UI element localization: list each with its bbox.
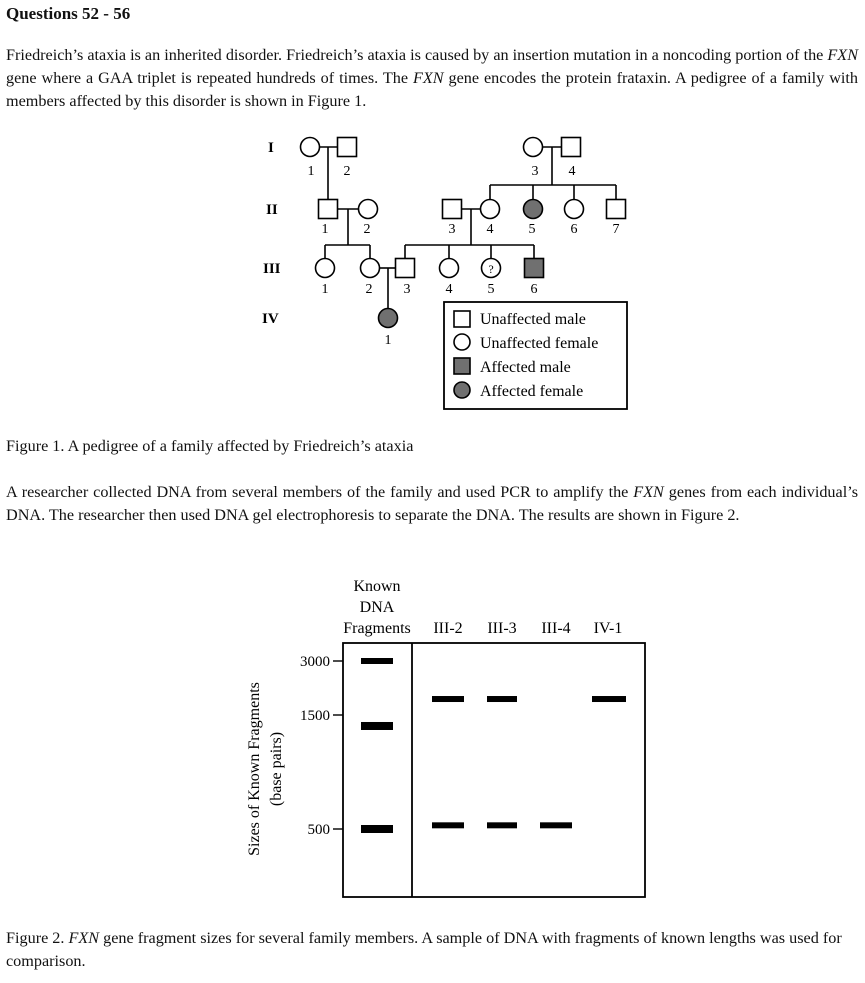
gel-band bbox=[361, 722, 393, 730]
individual-number: 3 bbox=[448, 222, 456, 237]
y-tick-label: 500 bbox=[307, 822, 330, 838]
gene-name: FXN bbox=[68, 929, 100, 947]
unknown-status-mark: ? bbox=[488, 262, 494, 276]
gel-band bbox=[432, 822, 464, 828]
gene-name: FXN bbox=[633, 483, 664, 501]
generation-label: III bbox=[263, 261, 281, 277]
marker-header: Known bbox=[353, 578, 401, 595]
y-axis-label: Sizes of Known Fragments bbox=[246, 682, 263, 856]
legend-label: Unaffected male bbox=[480, 311, 586, 328]
method-text-1: A researcher collected DNA from several members of the family and used PCR to amplify the bbox=[6, 483, 634, 501]
y-tick-label: 1500 bbox=[300, 708, 330, 724]
individual-number: 3 bbox=[531, 164, 539, 179]
individual-number: 4 bbox=[445, 282, 453, 297]
gel-band bbox=[361, 825, 393, 833]
y-tick-label: 3000 bbox=[300, 654, 330, 670]
individual-number: 4 bbox=[568, 164, 576, 179]
lane-label: III-3 bbox=[487, 620, 517, 637]
gel-band bbox=[540, 822, 572, 828]
individual-number: 1 bbox=[321, 282, 329, 297]
gel-bands bbox=[361, 658, 626, 833]
gel-band bbox=[361, 658, 393, 664]
gel-band bbox=[432, 696, 464, 702]
legend-label: Unaffected female bbox=[480, 335, 599, 352]
generation-label: II bbox=[266, 202, 278, 218]
legend-label: Affected female bbox=[480, 383, 584, 400]
gel-band bbox=[487, 696, 517, 702]
marker-header: Fragments bbox=[343, 620, 411, 637]
page-heading: Questions 52 - 56 bbox=[6, 4, 131, 23]
generation-label: IV bbox=[262, 311, 279, 327]
generation-label: I bbox=[268, 140, 274, 156]
lane-label: III-4 bbox=[541, 620, 571, 637]
individual-number: 7 bbox=[612, 222, 620, 237]
intro-text-2: gene where a GAA triplet is repeated hundreds of times. The bbox=[6, 69, 413, 87]
individual-number: 1 bbox=[307, 164, 315, 179]
individual-number: 5 bbox=[487, 282, 495, 297]
individual-number: 2 bbox=[365, 282, 373, 297]
intro-text-1: Friedreich’s ataxia is an inherited disorder. Friedreich’s ataxia is caused by an insertion mutation in a noncoding portion of the bbox=[6, 46, 828, 64]
legend-label: Affected male bbox=[480, 359, 571, 376]
individual-number: 2 bbox=[343, 164, 351, 179]
gel-band bbox=[592, 696, 626, 702]
individual-number: 3 bbox=[403, 282, 411, 297]
y-axis-label: (base pairs) bbox=[268, 731, 285, 807]
individual-number: 1 bbox=[321, 222, 329, 237]
individual-number: 6 bbox=[570, 222, 578, 237]
figure2-caption-prefix: Figure 2. bbox=[6, 929, 69, 947]
gel-band bbox=[487, 822, 517, 828]
marker-header: DNA bbox=[359, 599, 395, 616]
intro-text-3: gene encodes the protein frataxin. A pedigree of a family with members affected by this disorder is shown in Figure 1. bbox=[6, 69, 858, 110]
figure2-caption-text: gene fragment sizes for several family members. A sample of DNA with fragments of known lengths was used for comparison. bbox=[6, 929, 842, 970]
method-text-2: genes from each individual’s DNA. The researcher then used DNA gel electrophoresis to separate the DNA. The results are shown in Figure 2. bbox=[6, 483, 858, 524]
figure1-caption: Figure 1. A pedigree of a family affected by Friedreich’s ataxia bbox=[6, 437, 414, 455]
individual-number: 1 bbox=[384, 333, 392, 348]
gel-frame bbox=[343, 643, 645, 897]
lane-label: III-2 bbox=[433, 620, 463, 637]
gene-name: FXN bbox=[827, 46, 858, 64]
lane-label: IV-1 bbox=[593, 620, 623, 637]
individual-number: 4 bbox=[486, 222, 494, 237]
individual-number: 6 bbox=[530, 282, 538, 297]
individual-number: 2 bbox=[363, 222, 371, 237]
figure2-caption bbox=[6, 927, 858, 973]
individual-number: 5 bbox=[528, 222, 536, 237]
gene-name: FXN bbox=[412, 69, 444, 87]
